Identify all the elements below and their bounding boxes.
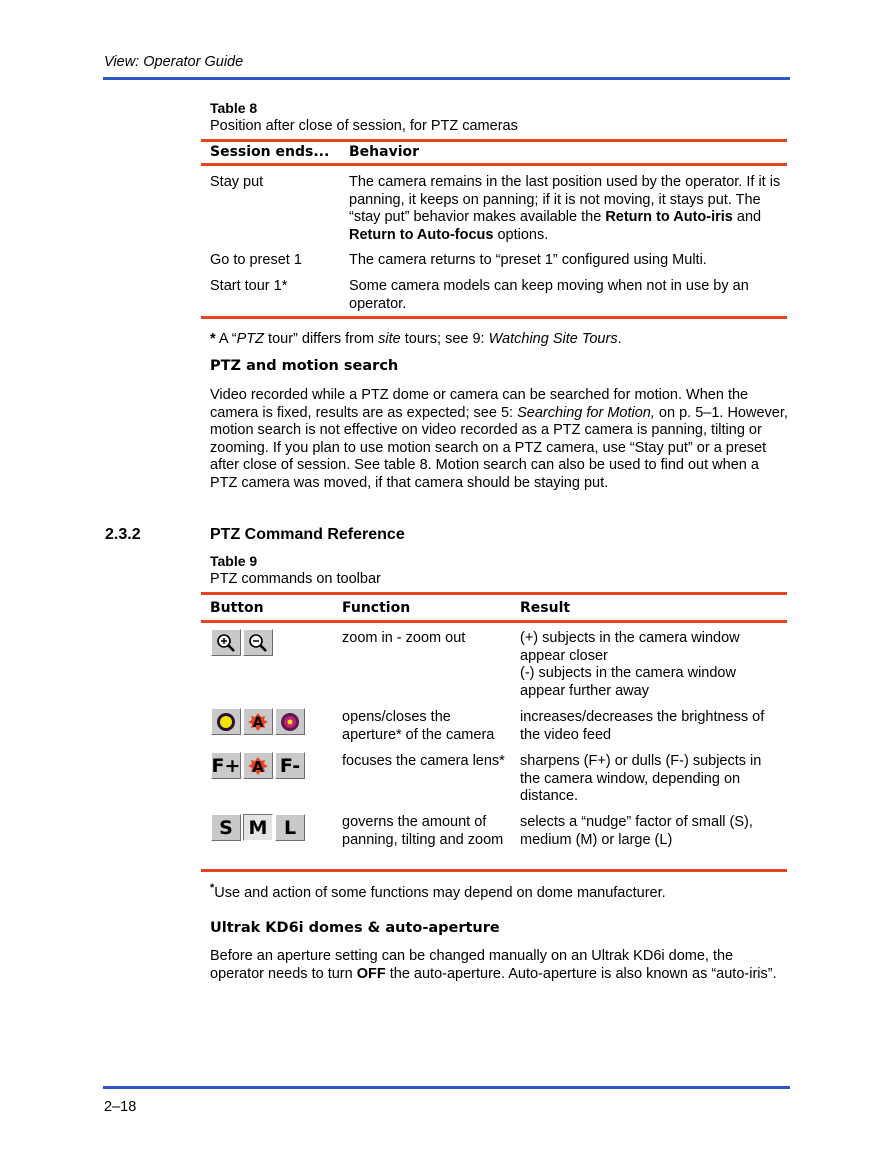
iris-close-icon[interactable] bbox=[275, 708, 305, 735]
running-header: View: Operator Guide bbox=[104, 54, 244, 70]
focus-buttons bbox=[211, 752, 305, 779]
table-8-header-behavior: Behavior bbox=[349, 144, 420, 160]
table-8-bottom-rule bbox=[201, 316, 787, 319]
table-row-behavior: Some camera models can keep moving when not in use by an operator. bbox=[349, 278, 749, 312]
iris-buttons bbox=[211, 708, 305, 735]
table-row-function: governs the amount of panning, tilting and zoom bbox=[342, 814, 504, 848]
table-row-label: Stay put bbox=[210, 174, 264, 190]
table-row-label: Start tour 1* bbox=[210, 278, 288, 294]
section-number: 2.3.2 bbox=[105, 526, 141, 543]
zoom-out-icon[interactable] bbox=[243, 629, 273, 656]
table-8-top-rule bbox=[201, 139, 787, 142]
focus-near-icon[interactable]: F+ bbox=[211, 752, 241, 779]
ptz-motion-paragraph: Video recorded while a PTZ dome or camera can be searched for motion. When the camera is fixed, results are as expected; see 5: Searching for Motion, on p. 5–1. However, motion search is not effective on video recorded as a PTZ camera is panning, tilting or zooming. If you plan to use motion search on a PTZ camera, use “Stay put” or a preset after close of session. See table 8. Motion search can also be used to find out when a PTZ camera was moved, if that camera should be staying put. bbox=[210, 387, 788, 491]
nudge-large-icon[interactable]: L bbox=[275, 814, 305, 841]
table-row-behavior: The camera remains in the last position used by the operator. If it is panning, it keeps on panning; if it is not moving, it stays put. The “stay put” behavior makes available the Return to Auto-iris and Return to Auto-focus options. bbox=[349, 174, 781, 243]
table-9-top-rule bbox=[201, 592, 787, 595]
ultrak-paragraph: Before an aperture setting can be changed manually on an Ultrak KD6i dome, the operator needs to turn OFF the auto-aperture. Auto-aperture is also known as “auto-iris”. bbox=[210, 948, 777, 982]
table-9-number: Table 9 bbox=[210, 553, 258, 569]
ptz-motion-heading: PTZ and motion search bbox=[210, 358, 399, 374]
iris-open-icon[interactable] bbox=[211, 708, 241, 735]
ultrak-heading: Ultrak KD6i domes & auto-aperture bbox=[210, 920, 500, 936]
table-9-header-function: Function bbox=[342, 600, 411, 616]
table-8-title: Position after close of session, for PTZ cameras bbox=[210, 118, 518, 134]
table-row-label: Go to preset 1 bbox=[210, 252, 302, 268]
table-row-function: opens/closes the aperture* of the camera bbox=[342, 709, 495, 743]
nudge-buttons bbox=[211, 814, 305, 841]
table-8-header-rule bbox=[201, 163, 787, 166]
zoom-in-icon[interactable] bbox=[211, 629, 241, 656]
table-row-result: sharpens (F+) or dulls (F-) subjects in the camera window, depending on distance. bbox=[520, 753, 762, 804]
footer-rule bbox=[103, 1086, 790, 1089]
focus-far-icon[interactable]: F- bbox=[275, 752, 305, 779]
table-row-result: increases/decreases the brightness of the video feed bbox=[520, 709, 765, 743]
table-8-number: Table 8 bbox=[210, 100, 258, 116]
table-9-header-button: Button bbox=[210, 600, 264, 616]
table-8-footnote: * A “PTZ tour” differs from site tours; see 9: Watching Site Tours. bbox=[210, 331, 622, 347]
auto-iris-icon[interactable] bbox=[243, 708, 273, 735]
table-row-function: zoom in - zoom out bbox=[342, 630, 466, 646]
table-9-header-rule bbox=[201, 620, 787, 623]
table-9-footnote: *Use and action of some functions may depend on dome manufacturer. bbox=[210, 882, 666, 901]
auto-focus-icon[interactable] bbox=[243, 752, 273, 779]
nudge-medium-icon[interactable]: M bbox=[243, 814, 273, 841]
table-9-header-result: Result bbox=[520, 600, 571, 616]
auto-focus-letter: A bbox=[252, 757, 264, 776]
table-9-title: PTZ commands on toolbar bbox=[210, 571, 381, 587]
header-rule bbox=[103, 77, 790, 80]
svg-text:A: A bbox=[252, 714, 264, 731]
table-9-bottom-rule bbox=[201, 869, 787, 872]
section-title: PTZ Command Reference bbox=[210, 526, 405, 543]
table-row-behavior: The camera returns to “preset 1” configured using Multi. bbox=[349, 252, 707, 268]
table-8-header-session: Session ends... bbox=[210, 144, 330, 160]
nudge-small-icon[interactable]: S bbox=[211, 814, 241, 841]
zoom-buttons bbox=[211, 629, 273, 656]
table-row-result: (+) subjects in the camera window appear closer (-) subjects in the camera window appear further away bbox=[520, 630, 740, 699]
page-number: 2–18 bbox=[104, 1099, 137, 1115]
table-row-result: selects a “nudge” factor of small (S), medium (M) or large (L) bbox=[520, 814, 753, 848]
table-row-function: focuses the camera lens* bbox=[342, 753, 505, 769]
